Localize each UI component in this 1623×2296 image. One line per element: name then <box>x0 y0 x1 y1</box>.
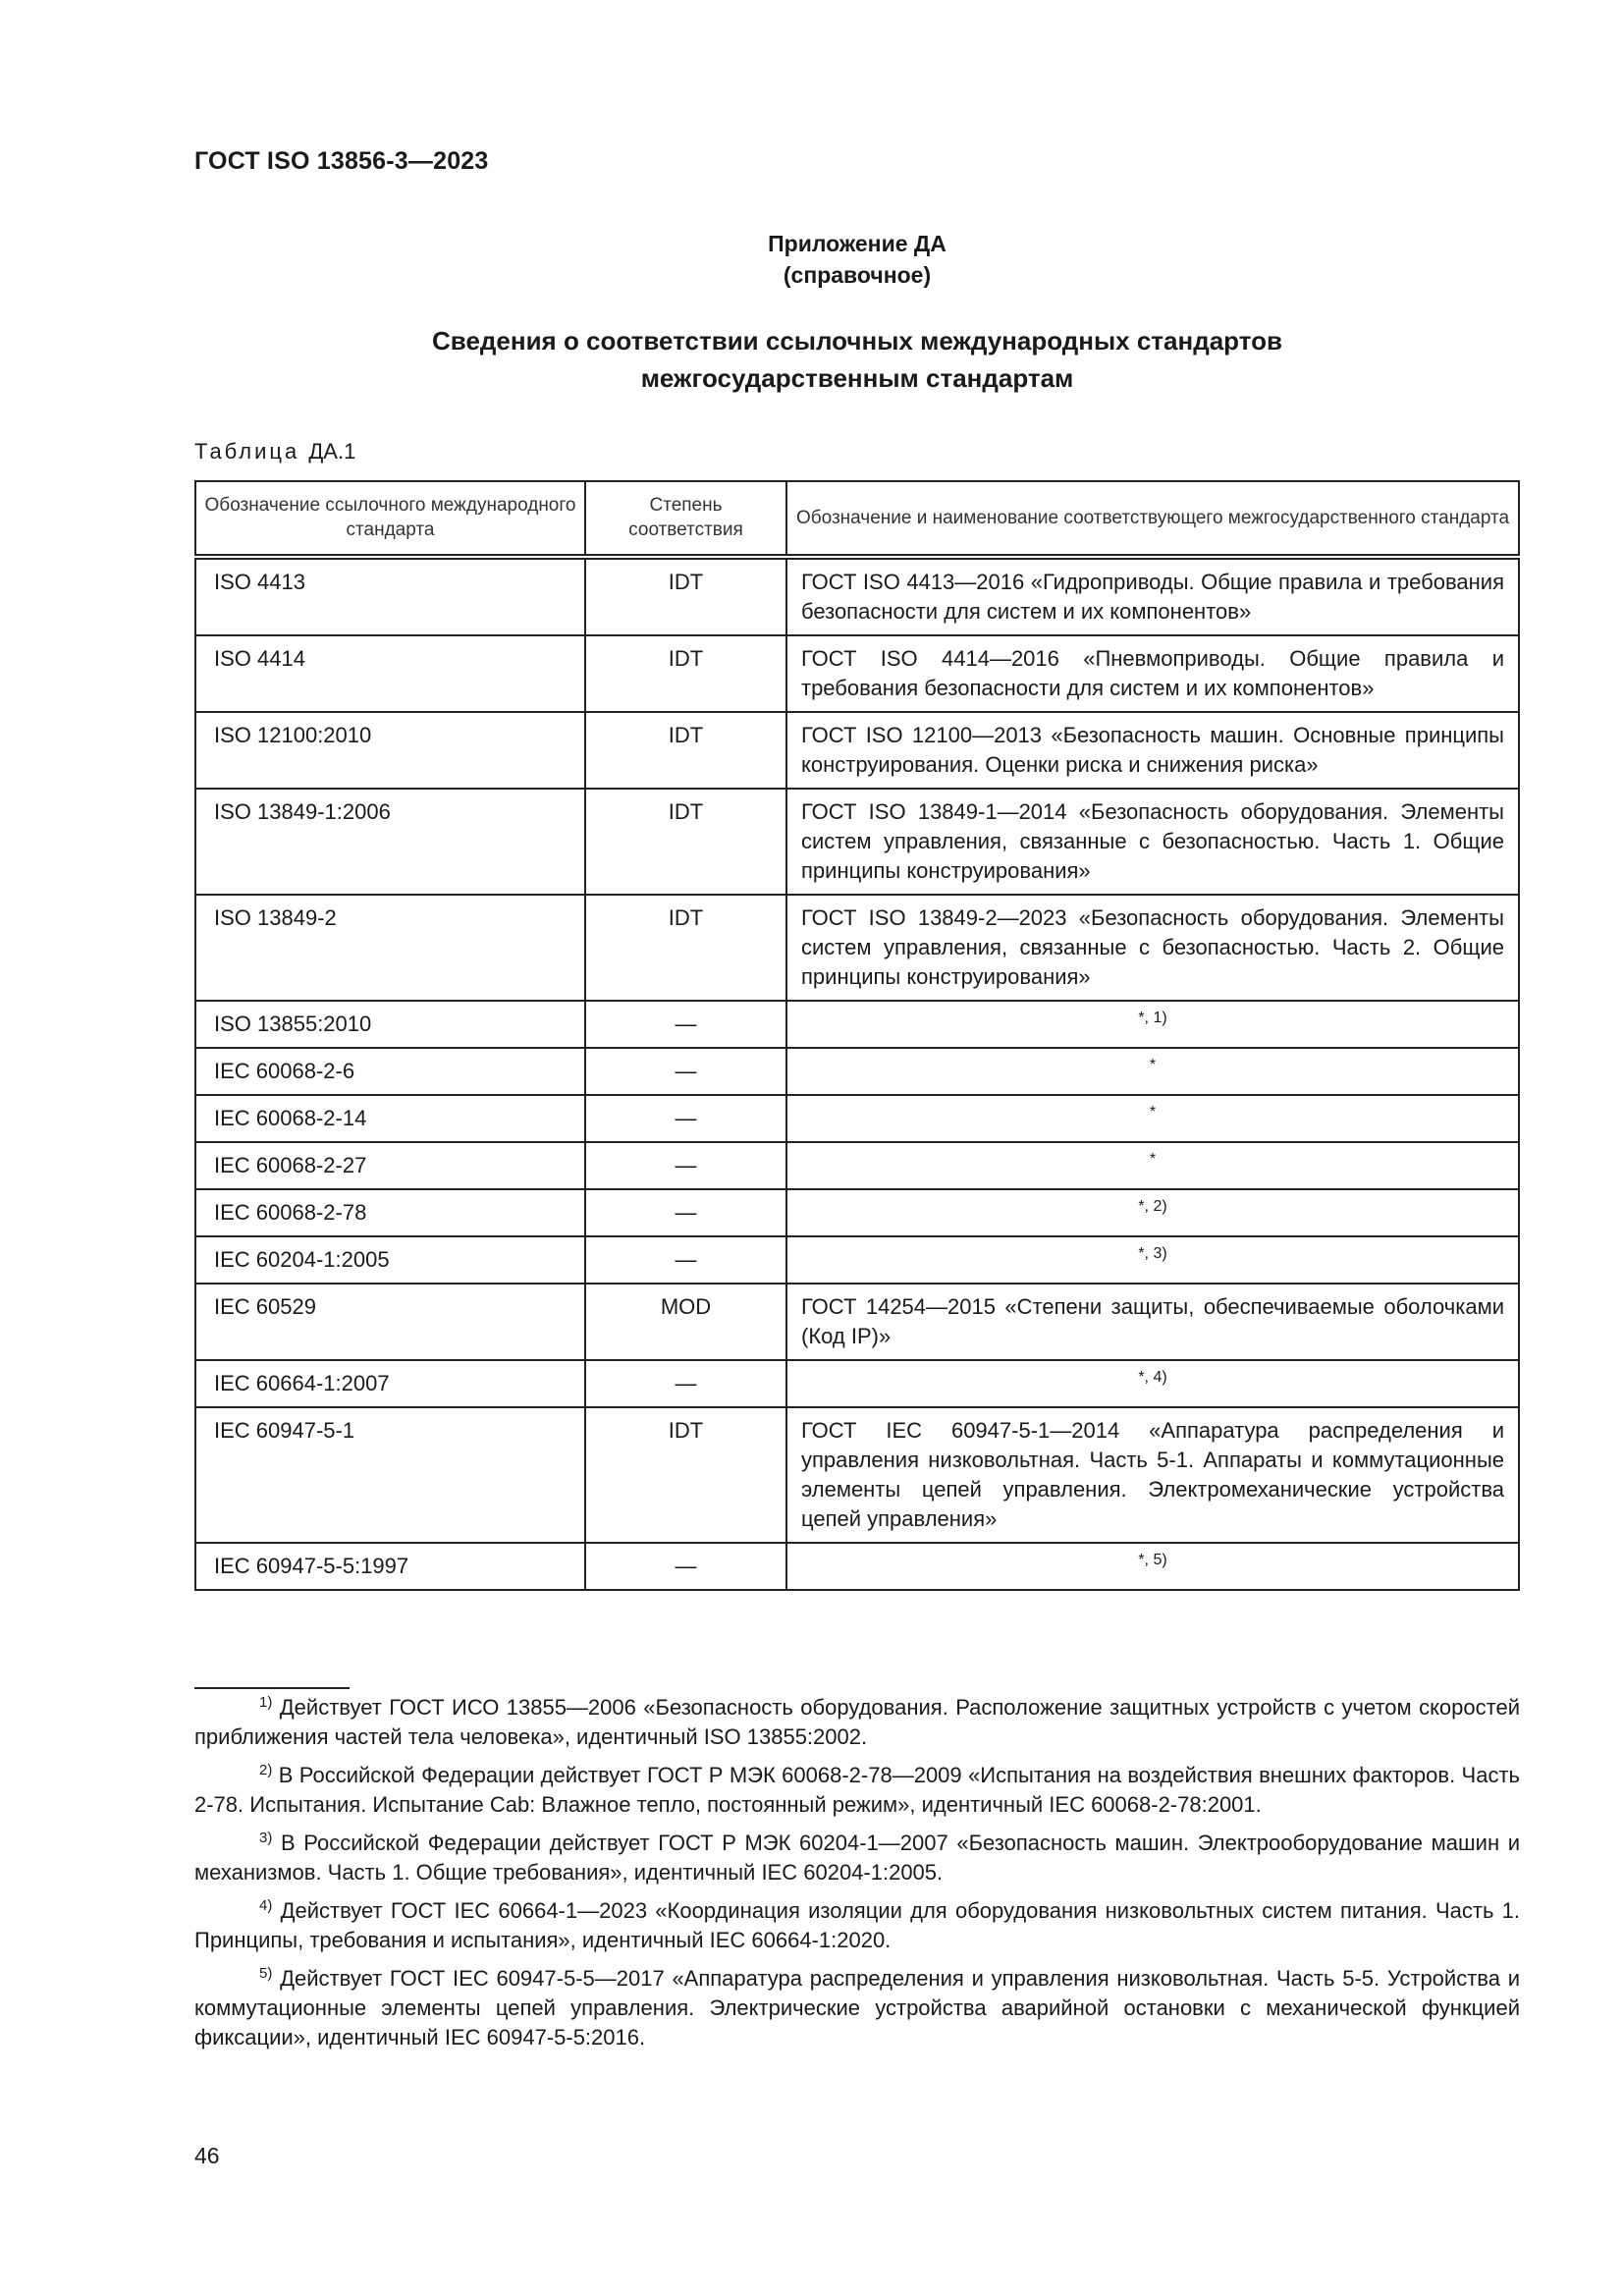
cell-degree: — <box>585 1001 786 1048</box>
table-caption-word: Таблица <box>194 439 300 464</box>
footnotes <box>194 1693 1520 2061</box>
table-row <box>195 712 1519 789</box>
cell-gost-footnote-mark: *, 4) <box>786 1360 1519 1407</box>
cell-gost-footnote-mark: *, 3) <box>786 1236 1519 1284</box>
cell-degree: — <box>585 1095 786 1142</box>
cell-degree: — <box>585 1048 786 1095</box>
table-row <box>195 635 1519 712</box>
annex-title <box>194 322 1520 397</box>
cell-degree: MOD <box>585 1284 786 1360</box>
cell-reference: ISO 4414 <box>195 635 585 712</box>
cell-reference: ISO 12100:2010 <box>195 712 585 789</box>
footnote-separator <box>194 1687 350 1689</box>
table-row <box>195 1236 1519 1284</box>
cell-reference: IEC 60529 <box>195 1284 585 1360</box>
cell-degree: IDT <box>585 557 786 635</box>
cell-gost-footnote-mark: * <box>786 1048 1519 1095</box>
table-row <box>195 1095 1519 1142</box>
cell-gost-footnote-mark: * <box>786 1095 1519 1142</box>
cell-gost-footnote-mark: * <box>786 1142 1519 1189</box>
cell-gost: ГОСТ ISO 13849-2—2023 «Безопасность оборудования. Элементы систем управления, связанные с безопасностью. Часть 2. Общие принципы конструирования» <box>786 895 1519 1001</box>
cell-reference: IEC 60947-5-1 <box>195 1407 585 1543</box>
footnote <box>194 1761 1520 1820</box>
cell-reference: ISO 13855:2010 <box>195 1001 585 1048</box>
cell-degree: IDT <box>585 635 786 712</box>
footnote-mark: 2) <box>259 1762 273 1778</box>
cell-degree: IDT <box>585 895 786 1001</box>
table-row <box>195 1543 1519 1590</box>
footnote <box>194 1964 1520 2052</box>
footnote-text: Действует ГОСТ IEC 60947-5-5—2017 «Аппаратура распределения и управления низковольтная. Часть 5-5. Устройства и коммутационные элементы цепей управления. Электрические устройства аварийной остановки с механической функцией фиксации», идентичный IEC 60947-5-5:2016. <box>194 1966 1520 2050</box>
table-caption <box>194 439 355 465</box>
reference-standards-table <box>194 480 1520 1591</box>
cell-degree: — <box>585 1189 786 1236</box>
annex-heading <box>194 228 1520 397</box>
table-row <box>195 895 1519 1001</box>
cell-reference: IEC 60204-1:2005 <box>195 1236 585 1284</box>
table-caption-number: ДА.1 <box>308 439 356 464</box>
cell-reference: IEC 60068-2-14 <box>195 1095 585 1142</box>
footnote-text: Действует ГОСТ IEC 60664-1—2023 «Координация изоляции для оборудования низковольтных систем питания. Часть 1. Принципы, требования и испытания», идентичный IEC 60664-1:2020. <box>194 1898 1520 1952</box>
table-row <box>195 1142 1519 1189</box>
column-header-gost: Обозначение и наименование соответствующего межгосударственного стандарта <box>786 481 1519 557</box>
table-row <box>195 789 1519 895</box>
table-row <box>195 1407 1519 1543</box>
cell-gost: ГОСТ ISO 13849-1—2014 «Безопасность оборудования. Элементы систем управления, связанные с безопасностью. Часть 1. Общие принципы конструирования» <box>786 789 1519 895</box>
cell-gost: ГОСТ ISO 4414—2016 «Пневмоприводы. Общие правила и требования безопасности для систем и их компонентов» <box>786 635 1519 712</box>
annex-title-line-2: межгосударственным стандартам <box>640 363 1074 393</box>
footnote-text: В Российской Федерации действует ГОСТ Р МЭК 60068-2-78—2009 «Испытания на воздействия внешних факторов. Часть 2-78. Испытания. Испытание Cab: Влажное тепло, постоянный режим», идентичный IEC 60068-2-78:2001. <box>194 1763 1520 1817</box>
cell-reference: IEC 60068-2-78 <box>195 1189 585 1236</box>
footnote-text: Действует ГОСТ ИСО 13855—2006 «Безопасность оборудования. Расположение защитных устройств с учетом скоростей приближения частей тела человека», идентичный ISO 13855:2002. <box>194 1695 1520 1749</box>
table-row <box>195 1048 1519 1095</box>
cell-degree: IDT <box>585 789 786 895</box>
cell-reference: IEC 60068-2-27 <box>195 1142 585 1189</box>
annex-label: Приложение ДА <box>768 231 947 256</box>
footnote-mark: 4) <box>259 1897 273 1914</box>
cell-gost-footnote-mark: *, 2) <box>786 1189 1519 1236</box>
footnote-text: В Российской Федерации действует ГОСТ Р МЭК 60204-1—2007 «Безопасность машин. Электрооборудование машин и механизмов. Часть 1. Общие требования», идентичный IEC 60204-1:2005. <box>194 1831 1520 1885</box>
annex-status: (справочное) <box>783 262 932 288</box>
document-header: ГОСТ ISO 13856-3—2023 <box>194 147 489 175</box>
cell-reference: IEC 60068-2-6 <box>195 1048 585 1095</box>
footnote-mark: 5) <box>259 1965 273 1982</box>
cell-degree: IDT <box>585 1407 786 1543</box>
table-header-row <box>195 481 1519 557</box>
footnote <box>194 1829 1520 1887</box>
page-number: 46 <box>194 2143 220 2168</box>
footnote-mark: 1) <box>259 1694 273 1711</box>
footnote-mark: 3) <box>259 1830 273 1846</box>
cell-gost: ГОСТ ISO 12100—2013 «Безопасность машин. Основные принципы конструирования. Оценки риска и снижения риска» <box>786 712 1519 789</box>
cell-degree: — <box>585 1360 786 1407</box>
cell-degree: — <box>585 1543 786 1590</box>
annex-title-line-1: Сведения о соответствии ссылочных международных стандартов <box>432 326 1282 355</box>
table-row <box>195 1001 1519 1048</box>
cell-gost: ГОСТ IEC 60947-5-1—2014 «Аппаратура распределения и управления низковольтная. Часть 5-1. Аппараты и коммутационные элементы цепей управления. Электромеханические устройства цепей управления» <box>786 1407 1519 1543</box>
column-header-reference: Обозначение ссылочного международного стандарта <box>195 481 585 557</box>
table-row <box>195 557 1519 635</box>
cell-reference: ISO 13849-2 <box>195 895 585 1001</box>
table-row <box>195 1360 1519 1407</box>
cell-gost: ГОСТ 14254—2015 «Степени защиты, обеспечиваемые оболочками (Код IP)» <box>786 1284 1519 1360</box>
cell-reference: IEC 60664-1:2007 <box>195 1360 585 1407</box>
cell-gost: ГОСТ ISO 4413—2016 «Гидроприводы. Общие правила и требования безопасности для систем и их компонентов» <box>786 557 1519 635</box>
column-header-degree: Степень соответствия <box>585 481 786 557</box>
cell-degree: — <box>585 1142 786 1189</box>
footnote <box>194 1896 1520 1955</box>
cell-gost-footnote-mark: *, 1) <box>786 1001 1519 1048</box>
table-row <box>195 1189 1519 1236</box>
cell-reference: IEC 60947-5-5:1997 <box>195 1543 585 1590</box>
cell-reference: ISO 13849-1:2006 <box>195 789 585 895</box>
cell-reference: ISO 4413 <box>195 557 585 635</box>
cell-degree: — <box>585 1236 786 1284</box>
table-row <box>195 1284 1519 1360</box>
cell-degree: IDT <box>585 712 786 789</box>
cell-gost-footnote-mark: *, 5) <box>786 1543 1519 1590</box>
footnote <box>194 1693 1520 1752</box>
